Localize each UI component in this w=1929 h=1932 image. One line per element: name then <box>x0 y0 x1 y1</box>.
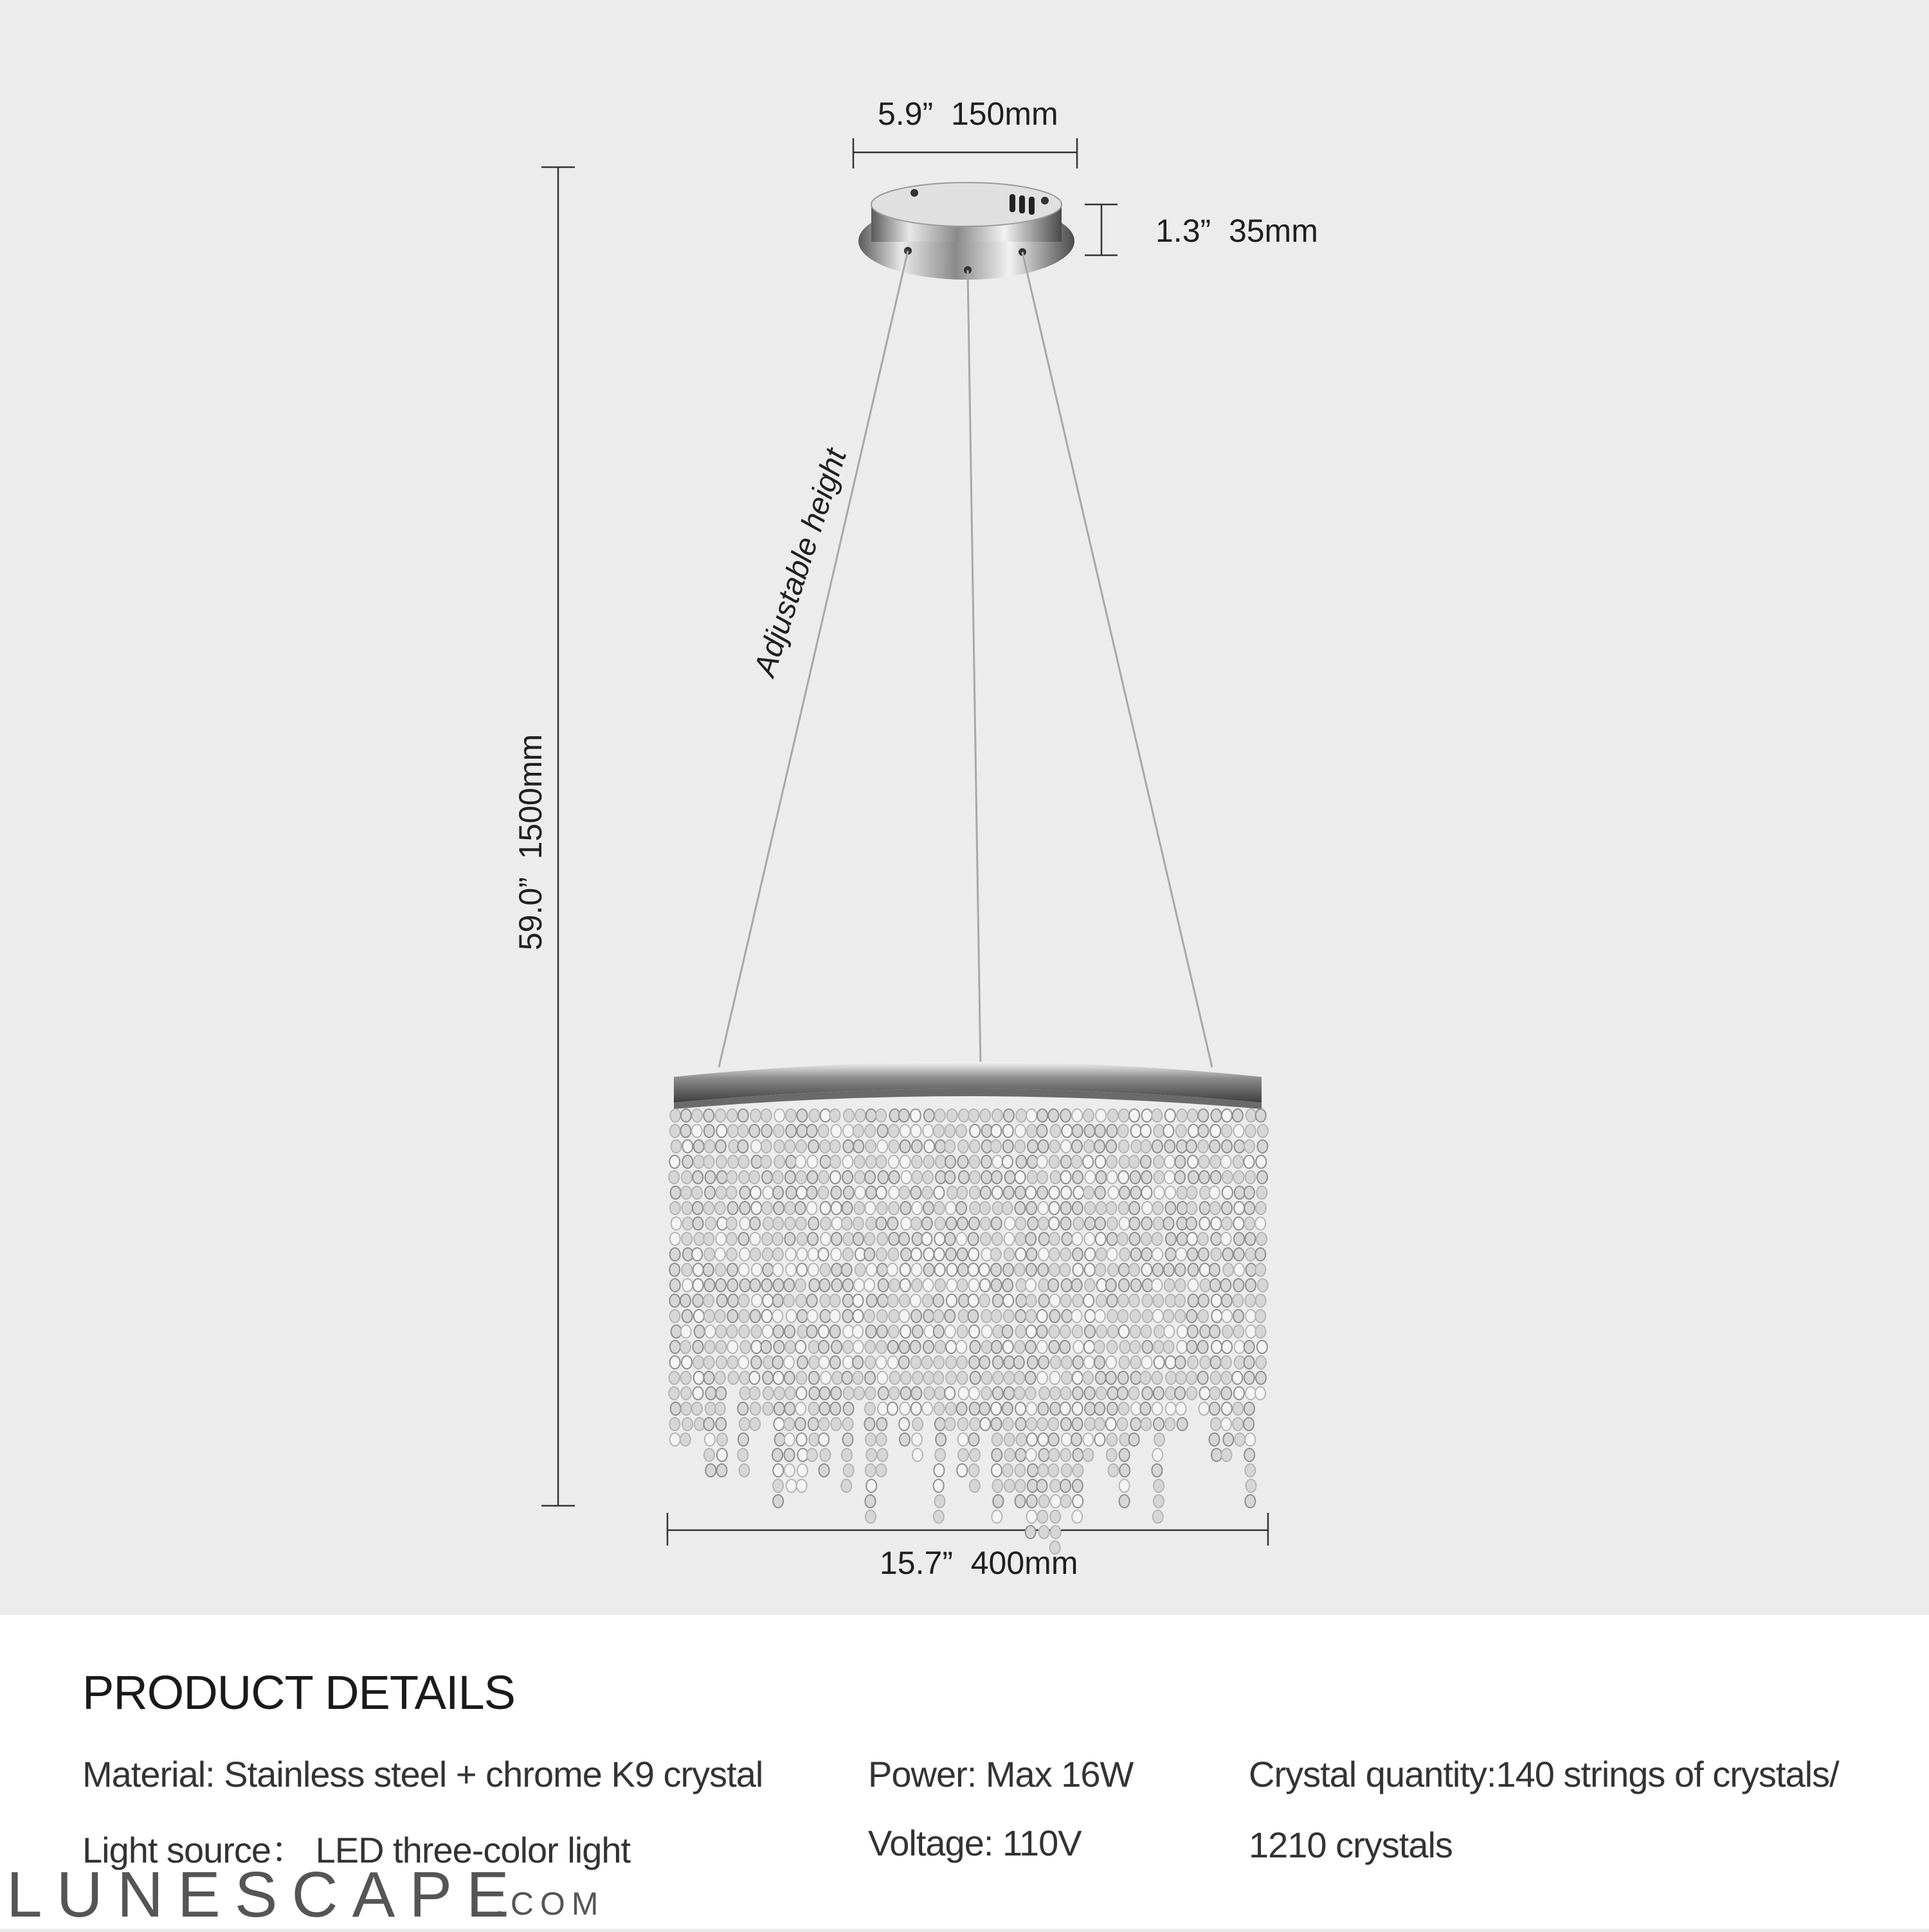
crystal-strand <box>1083 1109 1095 1461</box>
crystal-strand <box>1232 1109 1245 1446</box>
crystal-strand <box>1255 1109 1268 1400</box>
crystal-strand <box>1014 1109 1027 1508</box>
spec-crystal-count: 1210 crystals <box>1249 1825 1453 1865</box>
crystal-strand <box>692 1109 705 1431</box>
crystal-strand <box>1106 1109 1119 1477</box>
crystal-strand <box>1037 1109 1049 1539</box>
spec-power: Power: Max 16W <box>868 1754 1134 1794</box>
crystal-strand <box>1140 1109 1152 1431</box>
crystal-strand <box>795 1109 808 1492</box>
crystal-strands <box>669 1109 1268 1554</box>
crystal-strand <box>1026 1109 1038 1539</box>
crystal-strand <box>1060 1109 1072 1508</box>
crystal-strand <box>1198 1109 1211 1415</box>
crystal-strand <box>784 1109 797 1492</box>
crystal-strand <box>772 1109 785 1508</box>
spec-voltage: Voltage: 110V <box>868 1823 1082 1863</box>
crystal-strand <box>910 1109 923 1461</box>
chrome-ring <box>674 1062 1262 1110</box>
crystal-strand <box>1117 1109 1130 1508</box>
crystal-strand <box>680 1109 693 1446</box>
crystal-strand <box>715 1109 727 1477</box>
crystal-strand <box>1186 1109 1199 1400</box>
crystal-strand <box>956 1109 969 1477</box>
crystal-strand <box>1152 1109 1164 1523</box>
details-title: PRODUCT DETAILS <box>82 1666 516 1719</box>
crystal-strand <box>829 1109 842 1431</box>
canopy-width-label: 5.9” 150mm <box>878 96 1058 132</box>
crystal-strand <box>1220 1109 1233 1461</box>
crystal-strand <box>1002 1109 1015 1492</box>
canopy-height-label: 1.3” 35mm <box>1155 213 1318 249</box>
crystal-strand <box>991 1109 1004 1523</box>
brand-suffix: .COM <box>495 1886 605 1922</box>
crystal-strand <box>818 1109 831 1477</box>
crystal-strand <box>1175 1109 1188 1431</box>
crystal-strand <box>876 1109 889 1477</box>
ring-width-label: 15.7” 400mm <box>880 1545 1078 1581</box>
crystal-strand <box>761 1109 774 1415</box>
brand-logo <box>0 1858 707 1929</box>
crystal-strand <box>1071 1109 1083 1523</box>
crystal-strand <box>1128 1109 1141 1446</box>
crystal-strand <box>864 1109 877 1523</box>
crystal-strand <box>1163 1109 1176 1431</box>
spec-light-source: Light source： LED three-color light <box>82 1830 631 1870</box>
crystal-strand <box>933 1109 946 1523</box>
crystal-strand <box>921 1109 934 1415</box>
crystal-strand <box>1094 1109 1107 1446</box>
crystal-strand <box>899 1109 912 1446</box>
crystal-strand <box>749 1109 762 1431</box>
crystal-strand <box>703 1109 716 1477</box>
crystal-strand <box>669 1109 681 1446</box>
crystal-strand <box>887 1109 900 1415</box>
crystal-strand <box>945 1109 957 1431</box>
crystal-strand <box>807 1109 820 1461</box>
crystal-strand <box>1048 1109 1061 1554</box>
ceiling-canopy <box>858 183 1074 280</box>
adjustable-height-label: Adjustable height <box>747 444 854 681</box>
total-height-label: 59.0” 1500mm <box>512 734 548 951</box>
spec-crystal-quantity: Crystal quantity:140 strings of crystals/ <box>1249 1754 1839 1794</box>
crystal-strand <box>979 1109 992 1431</box>
suspension-wires <box>719 251 1212 1067</box>
crystal-strand <box>968 1109 980 1492</box>
crystal-strand <box>1244 1109 1256 1508</box>
spec-material: Material: Stainless steel + chrome K9 crystal <box>82 1754 763 1794</box>
brand-name: LUNESCAPE <box>6 1859 523 1931</box>
crystal-strand <box>738 1109 750 1477</box>
crystal-strand <box>727 1109 739 1384</box>
crystal-strand <box>853 1109 865 1400</box>
crystal-strand <box>1209 1109 1222 1461</box>
crystal-strand <box>841 1109 854 1492</box>
